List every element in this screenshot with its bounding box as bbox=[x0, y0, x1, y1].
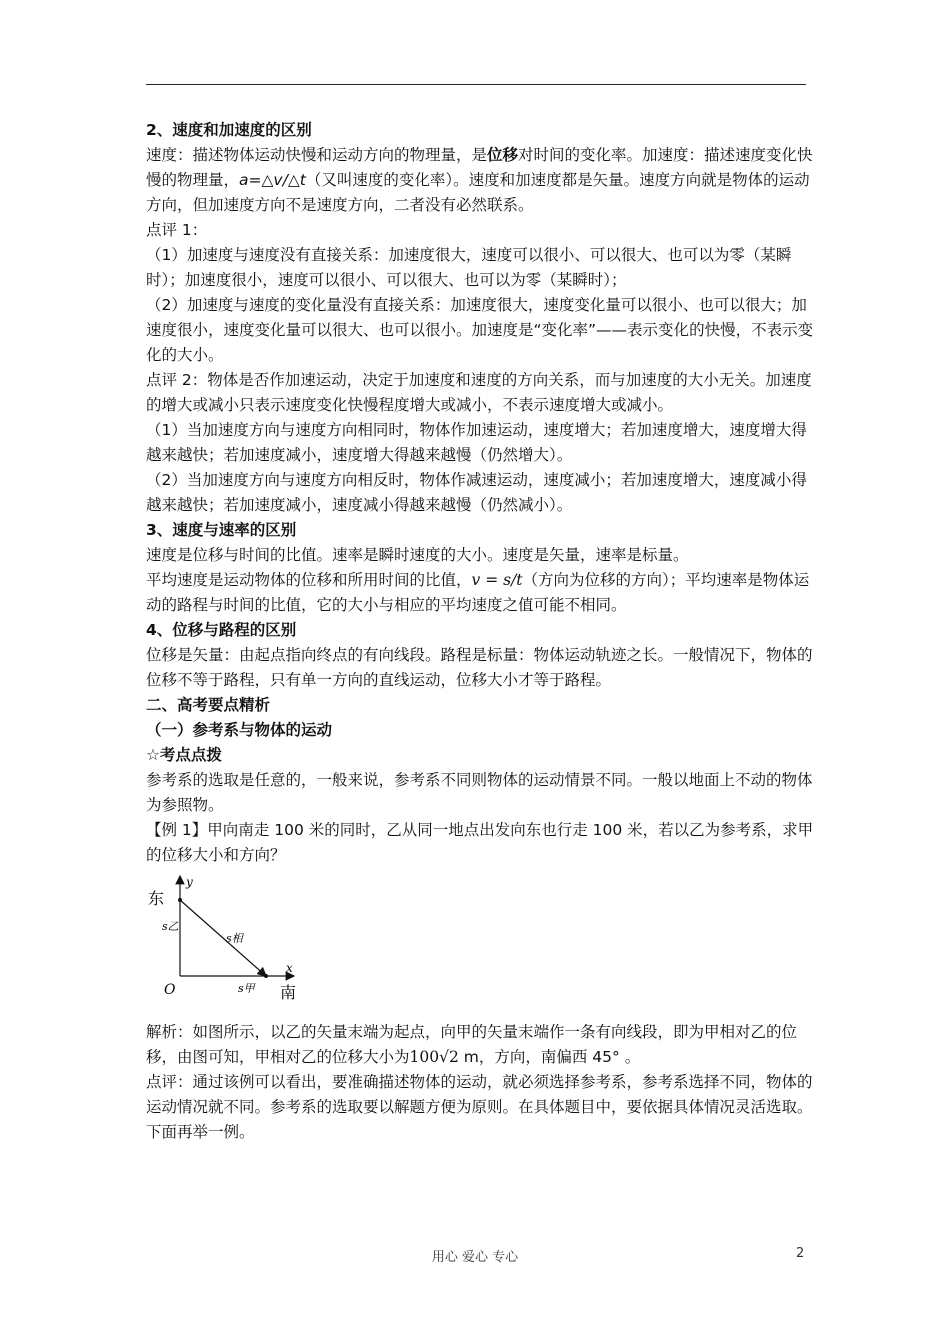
tip-heading: ☆考点点拨 bbox=[146, 746, 222, 764]
text-run: （方向为位移的方向）；平均速率是物体运动的路程与时间的比值，它的大小与相应的平均速度之值可能不相同。 bbox=[146, 571, 810, 614]
header-rule bbox=[146, 84, 806, 85]
solution-comment: 点评：通过该例可以看出，要准确描述物体的运动，就必须选择参考系，参考系选择不同，物体的运动情况就不同。参考系的选取要以解题方便为原则。在具体题目中，要依据具体情况灵活选取。下面再举一例。 bbox=[146, 1073, 813, 1141]
subsection-1-title: （一）参考系与物体的运动 bbox=[146, 721, 333, 739]
label-y: y bbox=[186, 875, 193, 889]
example-tag: 【例 1】 bbox=[146, 821, 208, 839]
label-x: x bbox=[286, 961, 293, 975]
section-4-title: 4、位移与路程的区别 bbox=[146, 621, 297, 639]
section-3-paragraph-2 bbox=[146, 568, 816, 618]
point-jia bbox=[264, 974, 268, 978]
label-origin: O bbox=[164, 982, 176, 998]
label-s-jia: s甲 bbox=[238, 982, 255, 995]
point-yi bbox=[178, 898, 182, 902]
text-run: 对时间的变化率。加速度：描述速度变化快慢的物理量， bbox=[146, 146, 813, 189]
formula: v = s/t bbox=[471, 571, 523, 589]
section-4-paragraph: 位移是矢量：由起点指向终点的有向线段。路程是标量：物体运动轨迹之长。一般情况下，物体的位移不等于路程，只有单一方向的直线运动，位移大小才等于路程。 bbox=[146, 646, 813, 689]
note-1-item-2: （2）加速度与速度的变化量没有直接关系：加速度很大，速度变化量可以很小、也可以很大；加速度很小，速度变化量可以很大、也可以很小。加速度是“变化率”——表示变化的快慢，不表示变化的大小。 bbox=[146, 296, 814, 364]
footer-motto: 用心 爱心 专心 bbox=[431, 1250, 519, 1265]
example-text: 甲向南走 100 米的同时，乙从同一地点出发向东也行走 100 米，若以乙为参考系，求甲的位移大小和方向？ bbox=[146, 821, 814, 864]
note-1-item-1: （1）加速度与速度没有直接关系：加速度很大，速度可以很小、可以很大、也可以为零（某瞬时）；加速度很小，速度可以很小、可以很大、也可以为零（某瞬时）； bbox=[146, 246, 792, 289]
section-3-paragraph-1: 速度是位移与时间的比值。速率是瞬时速度的大小。速度是矢量，速率是标量。 bbox=[146, 546, 689, 564]
label-s-xiang: s相 bbox=[226, 932, 243, 945]
relative-displacement-vector bbox=[180, 900, 266, 976]
label-east: 东 bbox=[148, 889, 165, 908]
document-body bbox=[146, 118, 816, 868]
page-number: 2 bbox=[796, 1246, 805, 1261]
formula: 100√2 bbox=[409, 1048, 459, 1066]
part-2-title: 二、高考要点精析 bbox=[146, 696, 271, 714]
solution-block bbox=[146, 1020, 816, 1145]
tip-paragraph: 参考系的选取是任意的，一般来说，参考系不同则物体的运动情景不同。一般以地面上不动的物体为参照物。 bbox=[146, 771, 813, 814]
section-2-paragraph bbox=[146, 143, 816, 218]
text-run: （又叫速度的变化率）。速度和加速度都是矢量。速度方向就是物体的运动方向，但加速度方向不是速度方向，二者没有必然联系。 bbox=[146, 171, 810, 214]
note-2-item-1: （1）当加速度方向与速度方向相同时，物体作加速运动，速度增大；若加速度增大，速度增大得越来越快；若加速度减小，速度增大得越来越慢（仍然增大）。 bbox=[146, 421, 807, 464]
section-3-title: 3、速度与速率的区别 bbox=[146, 521, 297, 539]
bold-term: 位移 bbox=[487, 146, 519, 164]
label-s-yi: s乙 bbox=[162, 920, 179, 933]
solution-paragraph bbox=[146, 1020, 816, 1070]
vector-diagram bbox=[146, 872, 306, 1000]
text-run: m，方向，南偏西 45° 。 bbox=[458, 1048, 641, 1066]
formula: a=△v/△t bbox=[239, 171, 306, 189]
section-2-title: 2、速度和加速度的区别 bbox=[146, 121, 312, 139]
note-2-text: 点评 2：物体是否作加速运动，决定于加速度和速度的方向关系，而与加速度的大小无关。加速度的增大或减小只表示速度变化快慢程度增大或减小，不表示速度增大或减小。 bbox=[146, 371, 812, 414]
label-south: 南 bbox=[280, 983, 297, 1000]
note-2-item-2: （2）当加速度方向与速度方向相反时，物体作减速运动，速度减小；若加速度增大，速度减小得越来越快；若加速度减小，速度减小得越来越慢（仍然减小）。 bbox=[146, 471, 807, 514]
text-run: 速度：描述物体运动快慢和运动方向的物理量，是 bbox=[146, 146, 488, 164]
example-1 bbox=[146, 818, 816, 868]
text-run: 解析：如图所示，以乙的矢量末端为起点，向甲的矢量末端作一条有向线段，即为甲相对乙的位移，由图可知，甲相对乙的位移大小为 bbox=[146, 1023, 798, 1066]
note-1-title: 点评 1： bbox=[146, 221, 208, 239]
text-run: 平均速度是运动物体的位移和所用时间的比值， bbox=[146, 571, 472, 589]
